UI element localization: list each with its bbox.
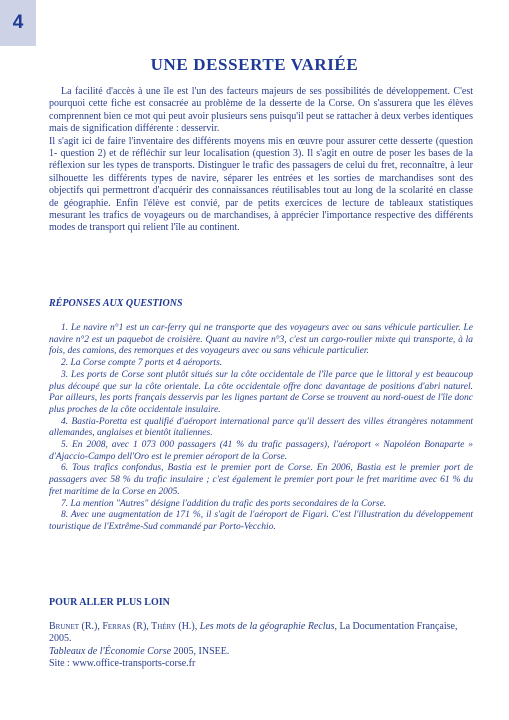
references [49,621,473,671]
reference-details: 2005, INSEE. [173,645,230,657]
reference-item [49,646,473,658]
reference-website: Site : www.office-transports-corse.fr [49,658,196,670]
reference-publisher: La Documentation Française, 2005. [49,621,458,645]
reference-title: Les mots de la géographie Reclus, [199,621,337,632]
page-number-box [0,0,36,46]
intro-paragraph: La facilité d'accès à une île est l'un des facteurs majeurs de ses possibilités de développement. C'est pourquoi cette fiche est consacrée au problème de la desserte de la Corse. On s'assurera que les élèves comprennent bien ce mot qui peut avoir plusieurs sens puisqu'il peut se rattacher à deux verbes identiques mais de signification différente : desservir. [49,86,473,135]
answers-list [49,323,473,534]
answers-heading: RÉPONSES AUX QUESTIONS [49,298,183,309]
answer-item: 6. Tous trafics confondus, Bastia est le premier port de Corse. En 2006, Bastia est le premier port de passagers avec 58 % du trafic insulaire ; c'est également le premier port pour le fret maritime avec 61 % du fret maritime de la Corse en 2005. [49,463,473,497]
page-title: UNE DESSERTE VARIÉE [150,55,359,75]
intro-text [49,86,473,235]
further-reading-heading: POUR ALLER PLUS LOIN [49,597,170,608]
page-number: 4 [12,12,24,33]
reference-item [49,621,473,646]
answer-item: 3. Les ports de Corse sont plutôt situés sur la côte occidentale de l'île parce que le littoral y est beaucoup plus découpé que sur la côte orientale. La côte occidentale offre donc davantage de positions d'abri naturel. Par ailleurs, les ports français desservis par les lignes partant de Corse se trouvent au nord-ouest de l'île donc plus proches de la côte occidentale insulaire. [49,369,473,415]
answer-item: 8. Avec une augmentation de 171 %, il s'agit de l'aéroport de Figari. C'est l'illustration du développement touristique de l'Extrême-Sud commandé par Porto-Vecchio. [49,510,473,532]
intro-paragraph: Il s'agit ici de faire l'inventaire des différents moyens mis en œuvre pour assurer cette desserte (question 1- question 2) et de réfléchir sur leur localisation (question 3). Il s'agit en outre de poser les bases de la réflexion sur les types de transports. Distinguer le trafic des passagers de celui du fret, reconnaître, à leur silhouette les différents types de navire, séparer les entrées et les sorties de marchandises sont des objectifs qui permettront d'acquérir des connaissances réutilisables tout au long de la scolarité en classe de géographie. Enfin l'élève est convié, par de petits exercices de lecture de tableaux statistiques mesurant les trafics de voyageurs ou de marchandises, à apprécier l'importance respective des différents modes de transport qui relient l'île au continent. [49,135,473,234]
answer-item: 5. En 2008, avec 1 073 000 passagers (41 % du trafic passagers), l'aéroport « Napoléon Bonaparte » d'Ajaccio-Campo dell'Oro est le premier aéroport de la Corse. [49,440,473,462]
answer-item: 1. Le navire n°1 est un car-ferry qui ne transporte que des voyageurs avec ou sans véhicule particulier. Le navire n°2 est un paquebot de croisière. Quant au navire n°3, c'est un cargo-roulier mixte qui transporte, à la fois, des camions, des remorques et des voyageurs avec ou sans véhicule particulier. [49,323,473,357]
answer-item: 4. Bastia-Poretta est qualifié d'aéroport international parce qu'il dessert des villes étrangères notamment allemandes, anglaises et bientôt italiennes. [49,416,473,439]
reference-authors: Brunet (R.), Ferras (R), Théry (H.), [49,621,198,632]
answer-item: 7. La mention "Autres" désigne l'addition du trafic des ports secondaires de la Corse. [61,498,387,509]
answer-item: 2. La Corse compte 7 ports et 4 aéroports. [61,358,223,369]
reference-title: Tableaux de l'Économie Corse [49,645,172,657]
